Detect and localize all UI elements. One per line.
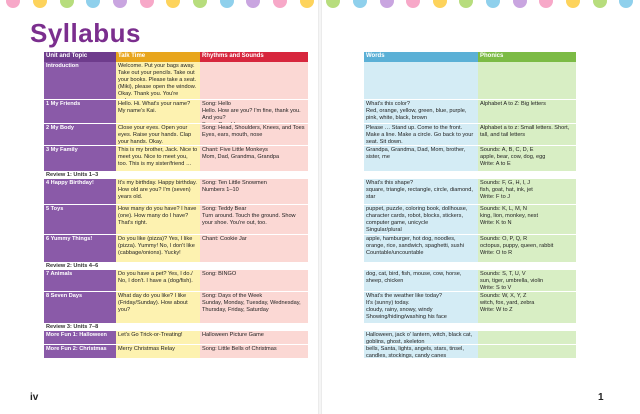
table-row: [364, 205, 576, 235]
table-row: [44, 124, 308, 146]
header-unit: Unit and Topic: [44, 52, 116, 62]
cell-talk: Welcome. Put your bags away. Take out your pencils. Take out your books. Please take a seat. (Miki), please open the window. Okay. Thank you. You're: [116, 62, 200, 99]
cell-unit: More Fun 2: Christmas: [44, 345, 116, 358]
cell-words: apple, hamburger, hot dog, noodles, orange, rice, sandwich, spaghetti, sushi Countable/uncountable: [364, 235, 478, 262]
table-row: [44, 235, 308, 263]
cell-phonics: Sounds: F, G, H, I, J fish, goat, hat, ink, jet Write: F to J: [478, 179, 576, 204]
table-row: [364, 235, 576, 263]
header-phonics: Phonics: [478, 52, 576, 62]
syllabus-table-right: [364, 52, 576, 359]
cell-talk: Merry Christmas Relay: [116, 345, 200, 358]
table-row: [364, 270, 576, 292]
cell-unit: 7 Animals: [44, 270, 116, 291]
page-number-left: iv: [30, 392, 39, 403]
table-row: [44, 100, 308, 124]
cell-phonics: Sounds: O, P, Q, R octopus, puppy, queen, rabbit Write: O to R: [478, 235, 576, 262]
cell-words: What's this shape? square, triangle, rectangle, circle, diamond, star: [364, 179, 478, 204]
cell-unit: 8 Seven Days: [44, 292, 116, 323]
table-row: [44, 62, 308, 100]
table-row: [364, 179, 576, 205]
syllabus-table-left: [44, 52, 308, 359]
cell-words: Please … Stand up. Come to the front. Make a line. Make a circle. Go back to your seat. Sit down.: [364, 124, 478, 145]
cell-rhythm: Song: BINGO: [200, 270, 308, 291]
table-row: [364, 100, 576, 124]
cell-unit: 1 My Friends: [44, 100, 116, 123]
review-spacer: [364, 324, 576, 331]
table-row: [44, 270, 308, 292]
cell-rhythm: [200, 62, 308, 99]
header-rhythms: Rhythms and Sounds: [200, 52, 308, 62]
cell-phonics: Sounds: W, X, Y, Z witch, fox, yard, zebra Write: W to Z: [478, 292, 576, 323]
cell-rhythm: Song: Teddy Bear Turn around. Touch the ground. Show your shoe. You're out, too.: [200, 205, 308, 234]
left-header-row: [44, 52, 308, 62]
cell-words: puppet, puzzle, coloring book, dollhouse, character cards, robot, blocks, stickers, computer game, unicycle Singular/plural: [364, 205, 478, 234]
table-row: [364, 331, 576, 345]
cell-words: What's the weather like today? It's (sunny) today. cloudy, rainy, snowy, windy Showing/hiding/washing his face: [364, 292, 478, 323]
page-number-right: 1: [598, 392, 604, 403]
header-talk: Talk Time: [116, 52, 200, 62]
review-spacer: [364, 172, 576, 179]
cell-unit: More Fun 1: Halloween: [44, 331, 116, 344]
cell-rhythm: Chant: Cookie Jar: [200, 235, 308, 262]
cell-talk: Do you like (pizza)? Yes, I like (pizza). Yummy! No, I don't like (cabbage/onions). Yucky!: [116, 235, 200, 262]
cell-words: Halloween, jack o' lantern, witch, black cat, goblins, ghost, skeleton: [364, 331, 478, 344]
cell-unit: 6 Yummy Things!: [44, 235, 116, 262]
cell-unit: 2 My Body: [44, 124, 116, 145]
cell-unit: 4 Happy Birthday!: [44, 179, 116, 204]
cell-rhythm: Song: Hello Hello. How are you? I'm fine, thank you. And you?: [200, 100, 308, 123]
cell-phonics: Sounds: S, T, U, V sun, tiger, umbrella, violin Write: S to V: [478, 270, 576, 291]
cell-words: [364, 62, 478, 99]
cell-phonics: Alphabet a to z: Small letters. Short, tall, and tail letters: [478, 124, 576, 145]
review-label: Review 3: Units 7–8: [46, 324, 99, 330]
cell-phonics: [478, 331, 576, 344]
cell-rhythm: Halloween Picture Game: [200, 331, 308, 344]
table-row: [44, 146, 308, 172]
table-row: [364, 62, 576, 100]
table-row: [44, 205, 308, 235]
left-table-body: [44, 62, 308, 359]
cell-talk: Hello. Hi. What's your name? My name's Kai.: [116, 100, 200, 123]
table-row: [364, 345, 576, 359]
table-row: [364, 146, 576, 172]
cell-unit: 3 My Family: [44, 146, 116, 171]
cell-talk: Do you have a pet? Yes, I do./ No, I don't. I have a (dog/fish).: [116, 270, 200, 291]
cell-talk: How many do you have? I have (one). How many do I have? That's right.: [116, 205, 200, 234]
table-row: [44, 331, 308, 345]
cell-rhythm: Song: Days of the Week Sunday, Monday, Tuesday, Wednesday, Thursday, Friday, Saturday: [200, 292, 308, 323]
cell-words: dog, cat, bird, fish, mouse, cow, horse, sheep, chicken: [364, 270, 478, 291]
page-title: Syllabus: [30, 18, 141, 48]
header-words: Words: [364, 52, 478, 62]
review-spacer: [364, 263, 576, 270]
cell-talk: What day do you like? I like (Friday/Sunday). How about you?: [116, 292, 200, 323]
cell-phonics: Alphabet A to Z: Big letters: [478, 100, 576, 123]
cell-unit: 5 Toys: [44, 205, 116, 234]
cell-talk: Let's Go Trick-or-Treating!: [116, 331, 200, 344]
cell-talk: This is my brother, Jack. Nice to meet you. Nice to meet you, too. This is my sister/friend …: [116, 146, 200, 171]
table-row: [44, 179, 308, 205]
cell-unit: Introduction: [44, 62, 116, 99]
cell-rhythm: Song: Head, Shoulders, Knees, and Toes Eyes, ears, mouth, nose: [200, 124, 308, 145]
review-label: Review 1: Units 1–3: [46, 172, 99, 178]
cell-phonics: Sounds: A, B, C, D, E apple, bear, cow, dog, egg Write: A to E: [478, 146, 576, 171]
cell-phonics: [478, 345, 576, 358]
table-row: [44, 345, 308, 359]
right-header-row: [364, 52, 576, 62]
page-gutter: [318, 0, 322, 414]
cell-rhythm: Chant: Five Little Monkeys Mom, Dad, Grandma, Grandpa: [200, 146, 308, 171]
table-row: [364, 292, 576, 324]
right-table-body: [364, 62, 576, 359]
table-row: [364, 124, 576, 146]
cell-words: Grandpa, Grandma, Dad, Mom, brother, sister, me: [364, 146, 478, 171]
cell-talk: It's my birthday. Happy birthday. How old are you? I'm (seven) years old.: [116, 179, 200, 204]
table-row: [44, 292, 308, 324]
review-label: Review 2: Units 4–6: [46, 263, 99, 269]
cell-talk: Close your eyes. Open your eyes. Raise your hands. Clap your hands. Okay.: [116, 124, 200, 145]
cell-phonics: Sounds: K, L, M, N king, lion, monkey, nest Write: K to N: [478, 205, 576, 234]
cell-phonics: [478, 62, 576, 99]
cell-rhythm: Song: Little Bells of Christmas: [200, 345, 308, 358]
cell-words: bells, Santa, lights, angels, stars, tinsel, candles, stockings, candy canes: [364, 345, 478, 358]
cell-words: What's this color? Red, orange, yellow, green, blue, purple, pink, white, black, brown: [364, 100, 478, 123]
cell-rhythm: Song: Ten Little Snowmen Numbers 1–10: [200, 179, 308, 204]
